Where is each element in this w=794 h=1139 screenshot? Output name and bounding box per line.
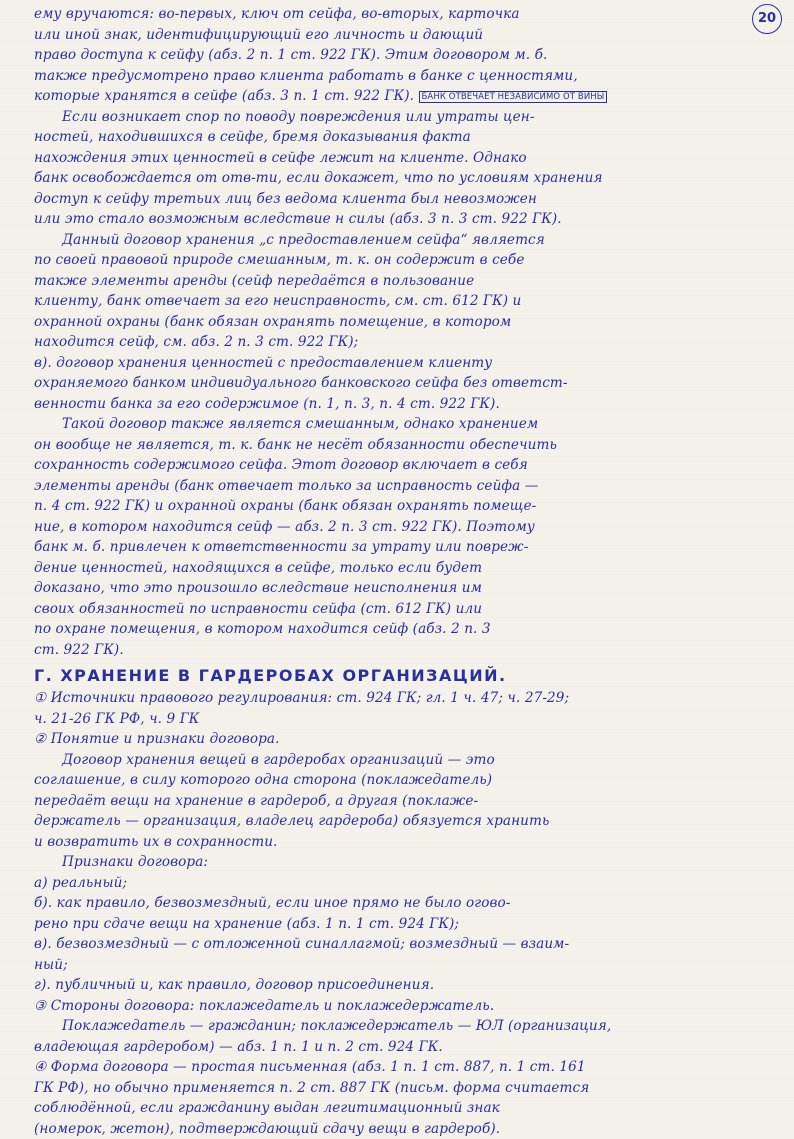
text-line: в). безвозмездный — с отложенной синаллагмой; возмездный — взаим- xyxy=(34,934,774,955)
text-line: держатель — организация, владелец гардероба) обязуется хранить xyxy=(34,811,774,832)
text-line: сохранность содержимого сейфа. Этот договор включает в себя xyxy=(34,455,774,476)
text-line: охраняемого банком индивидуального банковского сейфа без ответст- xyxy=(34,373,774,394)
text-line: ГК РФ), но обычно применяется п. 2 ст. 887 ГК (письм. форма считается xyxy=(34,1078,774,1099)
text-line: он вообще не является, т. к. банк не несёт обязанности обеспечить xyxy=(34,435,774,456)
text-line: соглашение, в силу которого одна сторона (поклажедатель) xyxy=(34,770,774,791)
text-line: передаёт вещи на хранение в гардероб, а другая (поклаже- xyxy=(34,791,774,812)
handwritten-notes xyxy=(34,4,774,1139)
text-line: ние, в котором находится сейф — абз. 2 п. 3 ст. 922 ГК). Поэтому xyxy=(34,517,774,538)
text-line: своих обязанностей по исправности сейфа (ст. 612 ГК) или xyxy=(34,599,774,620)
text-line: г). публичный и, как правило, договор присоединения. xyxy=(34,975,774,996)
text-line-with-box xyxy=(34,86,774,107)
text-line: также предусмотрено право клиента работать в банке с ценностями, xyxy=(34,66,774,87)
text-line: ст. 922 ГК). xyxy=(34,640,774,661)
text-line: или это стало возможным вследствие н силы (абз. 3 п. 3 ст. 922 ГК). xyxy=(34,209,774,230)
text-line: или иной знак, идентифицирующий его личность и дающий xyxy=(34,25,774,46)
text-line: ч. 21-26 ГК РФ, ч. 9 ГК xyxy=(34,709,774,730)
text-line: в). договор хранения ценностей с предоставлением клиенту xyxy=(34,353,774,374)
margin-note-box: БАНК ОТВЕЧАЕТ НЕЗАВИСИМО ОТ ВИНЫ xyxy=(419,91,608,103)
text-line: п. 4 ст. 922 ГК) и охранной охраны (банк обязан охранять помеще- xyxy=(34,496,774,517)
text-line: ② Понятие и признаки договора. xyxy=(34,729,774,750)
text-line: нахождения этих ценностей в сейфе лежит на клиенте. Однако xyxy=(34,148,774,169)
text-line: Если возникает спор по поводу повреждения или утраты цен- xyxy=(34,107,774,128)
text-line: а) реальный; xyxy=(34,873,774,894)
text-line: ④ Форма договора — простая письменная (абз. 1 п. 1 ст. 887, п. 1 ст. 161 xyxy=(34,1057,774,1078)
text-line: доступ к сейфу третьих лиц без ведома клиента был невозможен xyxy=(34,189,774,210)
text-line: (номерок, жетон), подтверждающий сдачу вещи в гардероб). xyxy=(34,1119,774,1139)
text-line: элементы аренды (банк отвечает только за исправность сейфа — xyxy=(34,476,774,497)
text-line: находится сейф, см. абз. 2 п. 3 ст. 922 ГК); xyxy=(34,332,774,353)
text-line: ему вручаются: во-первых, ключ от сейфа, во-вторых, карточка xyxy=(34,4,774,25)
text-line: Признаки договора: xyxy=(34,852,774,873)
text-line: ① Источники правового регулирования: ст. 924 ГК; гл. 1 ч. 47; ч. 27-29; xyxy=(34,688,774,709)
page-number: 20 xyxy=(752,4,782,34)
text-line: Поклажедатель — гражданин; поклажедержатель — ЮЛ (организация, xyxy=(34,1016,774,1037)
text-line: венности банка за его содержимое (п. 1, п. 3, п. 4 ст. 922 ГК). xyxy=(34,394,774,415)
text-line: банк м. б. привлечен к ответственности за утрату или повреж- xyxy=(34,537,774,558)
text-line: Данный договор хранения „с предоставлением сейфа“ является xyxy=(34,230,774,251)
text-line: б). как правило, безвозмездный, если иное прямо не было огово- xyxy=(34,893,774,914)
text-line: по охране помещения, в котором находится сейф (абз. 2 п. 3 xyxy=(34,619,774,640)
text-line: ностей, находившихся в сейфе, бремя доказывания факта xyxy=(34,127,774,148)
text-line: клиенту, банк отвечает за его неисправность, см. ст. 612 ГК) и xyxy=(34,291,774,312)
text-line: по своей правовой природе смешанным, т. к. он содержит в себе xyxy=(34,250,774,271)
text-line: также элементы аренды (сейф передаётся в пользование xyxy=(34,271,774,292)
text-line: право доступа к сейфу (абз. 2 п. 1 ст. 922 ГК). Этим договором м. б. xyxy=(34,45,774,66)
text-line: которые хранятся в сейфе (абз. 3 п. 1 ст. 922 ГК). xyxy=(34,88,414,104)
text-line: охранной охраны (банк обязан охранять помещение, в котором xyxy=(34,312,774,333)
text-line: рено при сдаче вещи на хранение (абз. 1 п. 1 ст. 924 ГК); xyxy=(34,914,774,935)
text-line: ③ Стороны договора: поклажедатель и поклажедержатель. xyxy=(34,996,774,1017)
text-line: Такой договор также является смешанным, однако хранением xyxy=(34,414,774,435)
text-line: и возвратить их в сохранности. xyxy=(34,832,774,853)
section-heading: Г. ХРАНЕНИЕ В ГАРДЕРОБАХ ОРГАНИЗАЦИЙ. xyxy=(34,664,774,688)
text-line: ный; xyxy=(34,955,774,976)
text-line: владеющая гардеробом) — абз. 1 п. 1 и п. 2 ст. 924 ГК. xyxy=(34,1037,774,1058)
text-line: Договор хранения вещей в гардеробах организаций — это xyxy=(34,750,774,771)
text-line: дение ценностей, находящихся в сейфе, только если будет xyxy=(34,558,774,579)
text-line: банк освобождается от отв-ти, если докажет, что по условиям хранения xyxy=(34,168,774,189)
text-line: соблюдённой, если гражданину выдан легитимационный знак xyxy=(34,1098,774,1119)
text-line: доказано, что это произошло вследствие неисполнения им xyxy=(34,578,774,599)
